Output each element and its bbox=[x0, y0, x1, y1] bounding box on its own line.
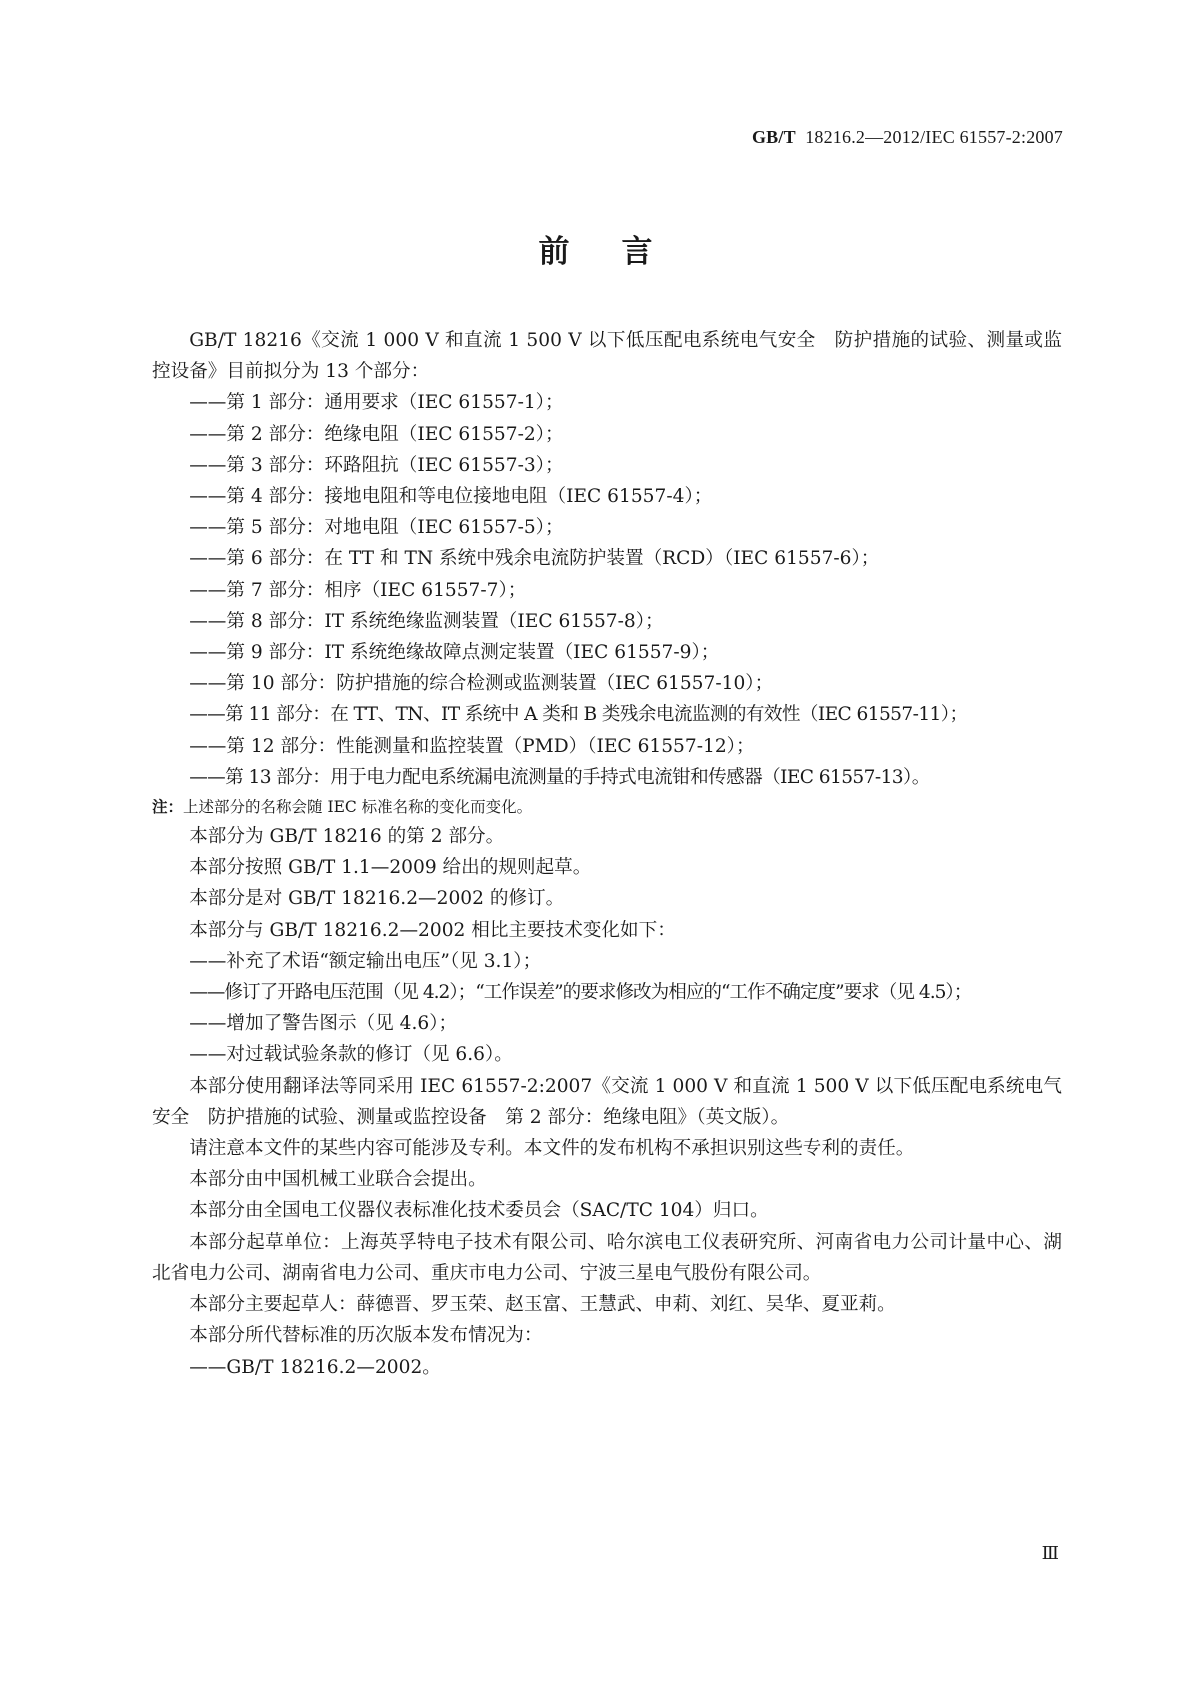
part-list-item: ——第 1 部分：通用要求（IEC 61557-1）； bbox=[189, 392, 564, 414]
adoption-paragraph: 本部分使用翻译法等同采用 IEC 61557-2:2007《交流 1 000 V 和直流 1 500 V 以下低压配电系统电气安全 防护措施的试验、测量或监控设备 第 2 部分：绝缘电阻》（英文版）。 bbox=[152, 1075, 1062, 1128]
change-list-item: ——补充了术语“额定输出电压”（见 3.1）； bbox=[189, 950, 542, 972]
proposed-by-paragraph: 本部分由中国机械工业联合会提出。 bbox=[189, 1169, 487, 1191]
statement-paragraph: 本部分是对 GB/T 18216.2—2002 的修订。 bbox=[189, 888, 565, 910]
part-list-item: ——第 8 部分：IT 系统绝缘监测装置（IEC 61557-8）； bbox=[189, 610, 664, 632]
change-list-item: ——增加了警告图示（见 4.6）； bbox=[189, 1013, 458, 1035]
standard-code-number: 18216.2—2012/IEC 61557-2:2007 bbox=[805, 127, 1063, 147]
centralized-by-paragraph: 本部分由全国电工仪器仪表标准化技术委员会（SAC/TC 104）归口。 bbox=[189, 1200, 769, 1222]
note-label: 注： bbox=[152, 797, 184, 817]
part-list-item: ——第 13 部分：用于电力配电系统漏电流测量的手持式电流钳和传感器（IEC 61557-13）。 bbox=[189, 766, 930, 788]
history-list-item: ——GB/T 18216.2—2002。 bbox=[189, 1356, 441, 1378]
page-title: 前言 bbox=[538, 234, 705, 270]
part-list-item: ——第 12 部分：性能测量和监控装置（PMD）（IEC 61557-12）； bbox=[189, 735, 755, 757]
note bbox=[152, 793, 1062, 821]
history-intro-paragraph: 本部分所代替标准的历次版本发布情况为： bbox=[189, 1325, 543, 1347]
page-number: Ⅲ bbox=[1041, 1543, 1059, 1563]
statement-paragraph: 本部分与 GB/T 18216.2—2002 相比主要技术变化如下： bbox=[189, 919, 676, 941]
part-list-item: ——第 7 部分：相序（IEC 61557-7）； bbox=[189, 579, 527, 601]
part-list-item: ——第 9 部分：IT 系统绝缘故障点测定装置（IEC 61557-9）； bbox=[189, 642, 720, 664]
foreword-body bbox=[152, 325, 1062, 1383]
part-list-item: ——第 3 部分：环路阻抗（IEC 61557-3）； bbox=[189, 454, 564, 476]
drafting-units-paragraph: 本部分起草单位：上海英孚特电子技术有限公司、哈尔滨电工仪表研究所、河南省电力公司计量中心、湖北省电力公司、湖南省电力公司、重庆市电力公司、宁波三星电气股份有限公司。 bbox=[152, 1231, 1062, 1284]
drafters-paragraph: 本部分主要起草人：薛德晋、罗玉荣、赵玉富、王慧武、申莉、刘红、吴华、夏亚莉。 bbox=[189, 1294, 896, 1316]
part-list-item: ——第 10 部分：防护措施的综合检测或监测装置（IEC 61557-10）； bbox=[189, 673, 774, 695]
statement-paragraph: 本部分为 GB/T 18216 的第 2 部分。 bbox=[189, 826, 505, 848]
part-list-item: ——第 6 部分：在 TT 和 TN 系统中残余电流防护装置（RCD）（IEC 61557-6）； bbox=[189, 548, 880, 570]
statement-paragraph: 本部分按照 GB/T 1.1—2009 给出的规则起草。 bbox=[189, 857, 592, 879]
intro-paragraph: GB/T 18216《交流 1 000 V 和直流 1 500 V 以下低压配电系统电气安全 防护措施的试验、测量或监控设备》目前拟分为 13 个部分： bbox=[152, 330, 1062, 383]
standard-code-header bbox=[752, 127, 1063, 148]
part-list-item: ——第 5 部分：对地电阻（IEC 61557-5）； bbox=[189, 517, 564, 539]
note-text: 上述部分的名称会随 IEC 标准名称的变化而变化。 bbox=[183, 798, 533, 817]
change-list-item: ——对过载试验条款的修订（见 6.6）。 bbox=[189, 1044, 513, 1066]
part-list-item: ——第 11 部分：在 TT、TN、IT 系统中 A 类和 B 类残余电流监测的有效性（IEC 61557-11）； bbox=[189, 704, 968, 726]
part-list-item: ——第 4 部分：接地电阻和等电位接地电阻（IEC 61557-4）； bbox=[189, 486, 713, 508]
standard-code-prefix: GB/T bbox=[751, 127, 796, 147]
change-list-item: ——修订了开路电压范围（见 4.2）；“工作误差”的要求修改为相应的“工作不确定度”要求（见 4.5）； bbox=[189, 982, 972, 1004]
part-list-item: ——第 2 部分：绝缘电阻（IEC 61557-2）； bbox=[189, 423, 564, 445]
patent-paragraph: 请注意本文件的某些内容可能涉及专利。本文件的发布机构不承担识别这些专利的责任。 bbox=[189, 1138, 915, 1160]
